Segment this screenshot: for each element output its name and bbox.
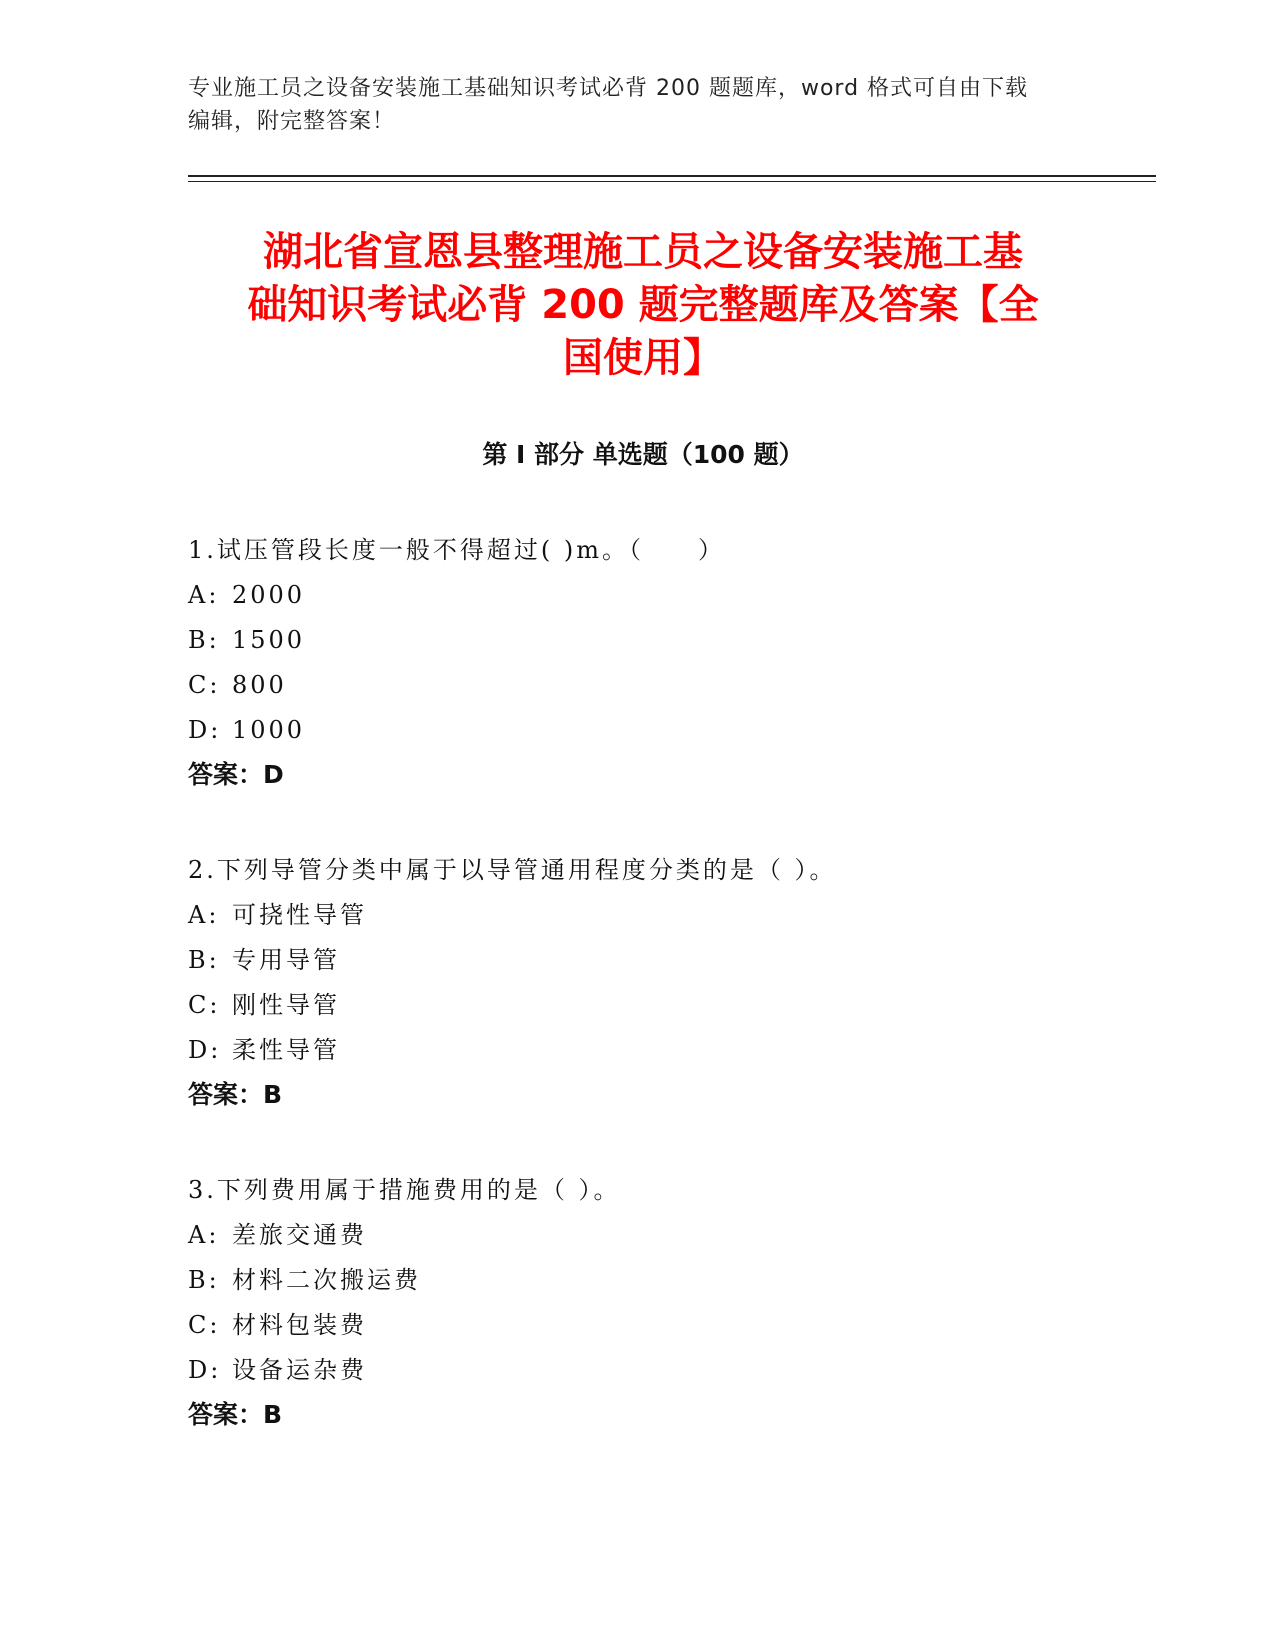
- option-letter: C:: [188, 1311, 221, 1339]
- option-letter: D:: [188, 716, 222, 744]
- option-c: [188, 982, 1138, 1027]
- option-b: [188, 1257, 1138, 1302]
- option-d: [188, 707, 1138, 752]
- option-c: [188, 1302, 1138, 1347]
- option-a: [188, 892, 1138, 937]
- answer: 答案：B: [188, 1400, 283, 1429]
- option-letter: D:: [188, 1356, 222, 1384]
- document-title-line-3: 国使用】: [563, 335, 723, 381]
- option-text: 800: [232, 671, 287, 699]
- option-letter: A:: [188, 1221, 220, 1249]
- document-title: [188, 226, 1098, 385]
- option-text: 可挠性导管: [232, 901, 367, 929]
- question-2: [188, 847, 1138, 1117]
- option-text: 柔性导管: [232, 1036, 340, 1064]
- header-divider: [188, 175, 1156, 182]
- answer: 答案：B: [188, 1080, 283, 1109]
- option-letter: D:: [188, 1036, 222, 1064]
- document-title-line-1: 湖北省宣恩县整理施工员之设备安装施工基: [263, 229, 1023, 275]
- option-text: 2000: [232, 581, 306, 609]
- option-text: 差旅交通费: [232, 1221, 367, 1249]
- option-c: [188, 662, 1138, 707]
- option-a: [188, 572, 1138, 617]
- option-text: 刚性导管: [232, 991, 340, 1019]
- answer: 答案：D: [188, 760, 284, 789]
- option-letter: B:: [188, 626, 220, 654]
- question-1: [188, 527, 1138, 797]
- option-d: [188, 1027, 1138, 1072]
- question-3: [188, 1167, 1138, 1437]
- section-title: 第 I 部分 单选题（100 题）: [482, 440, 804, 469]
- question-stem: 3.下列费用属于措施费用的是（ ）。: [188, 1176, 621, 1204]
- document-title-line-2: 础知识考试必背 200 题完整题库及答案【全: [247, 282, 1039, 328]
- header-note-line-2: 编辑，附完整答案！: [188, 109, 396, 134]
- header-note: [188, 72, 1088, 138]
- option-b: [188, 617, 1138, 662]
- question-stem: 2.下列导管分类中属于以导管通用程度分类的是（ ）。: [188, 856, 837, 884]
- option-letter: C:: [188, 671, 221, 699]
- header-note-line-1: 专业施工员之设备安装施工基础知识考试必背 200 题题库，word 格式可自由下载: [188, 76, 1029, 101]
- option-text: 材料包装费: [232, 1311, 367, 1339]
- option-letter: A:: [188, 581, 220, 609]
- option-b: [188, 937, 1138, 982]
- question-stem: 1.试压管段长度一般不得超过( )m。（ ）: [188, 536, 726, 564]
- option-letter: B:: [188, 946, 220, 974]
- option-a: [188, 1212, 1138, 1257]
- option-text: 专用导管: [232, 946, 340, 974]
- option-letter: C:: [188, 991, 221, 1019]
- option-text: 1000: [232, 716, 306, 744]
- option-letter: B:: [188, 1266, 220, 1294]
- option-text: 材料二次搬运费: [232, 1266, 421, 1294]
- option-text: 设备运杂费: [232, 1356, 367, 1384]
- option-d: [188, 1347, 1138, 1392]
- option-text: 1500: [232, 626, 306, 654]
- option-letter: A:: [188, 901, 220, 929]
